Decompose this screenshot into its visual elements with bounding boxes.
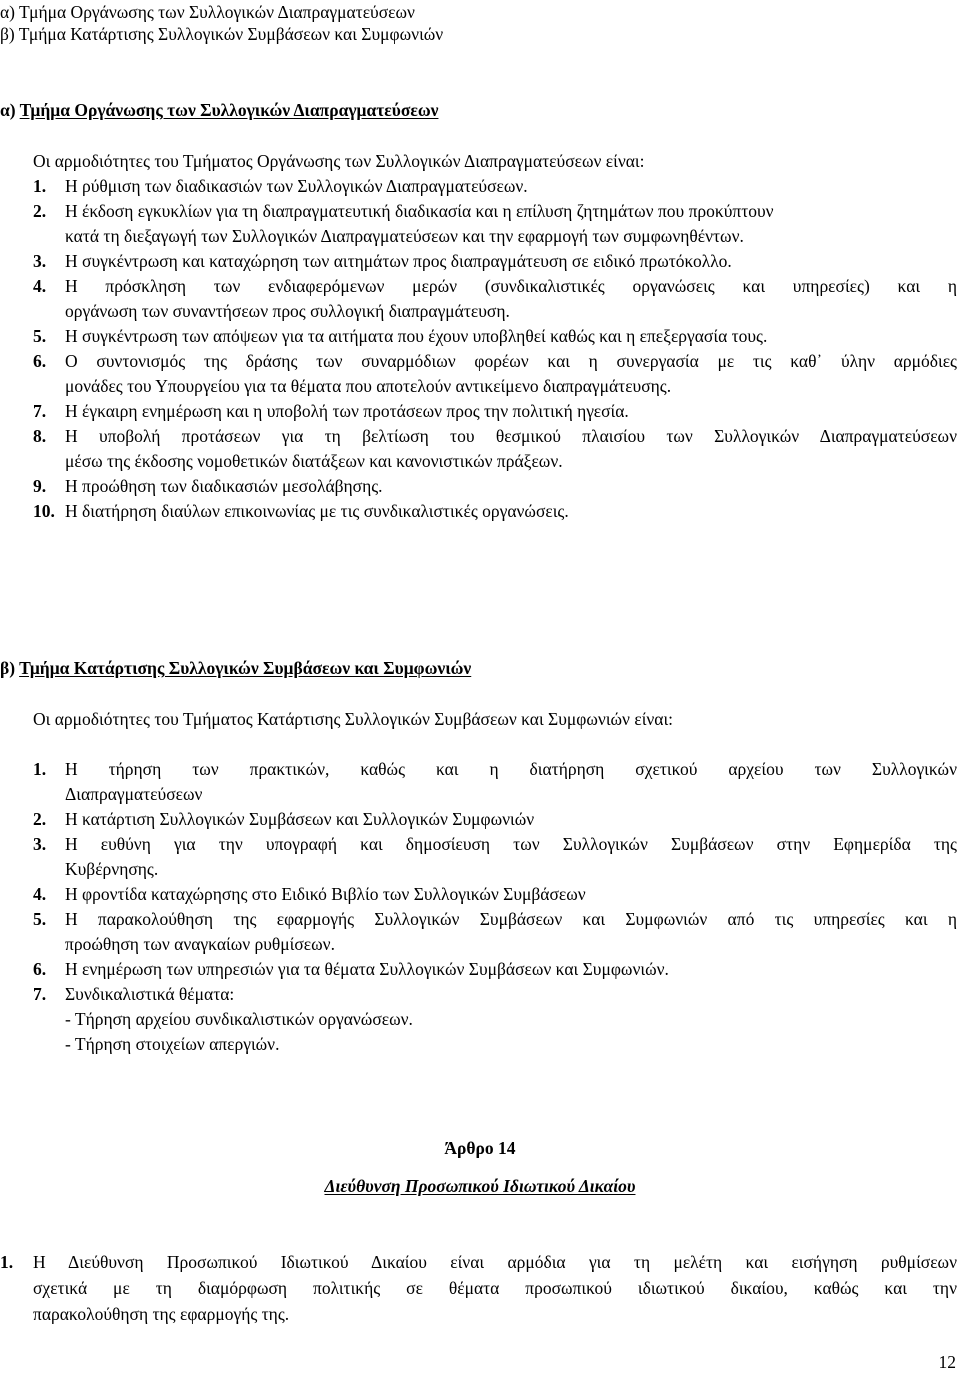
list-item: Η κατάρτιση Συλλογικών Συμβάσεων και Συλλογικών Συμφωνιών [65,809,535,829]
list-item: Η υποβολή προτάσεων για τη βελτίωση του θεσμικού πλαισίου των Συλλογικών Διαπραγματεύσεων [65,426,957,446]
list-item: Η φροντίδα καταχώρησης στο Ειδικό Βιβλίο των Συλλογικών Συμβάσεων [65,884,586,904]
list-item: Η έγκαιρη ενημέρωση και η υποβολή των προτάσεων προς την πολιτική ηγεσία. [65,401,629,421]
list-item-number: 2. [33,201,47,221]
list-item-continuation: Διαπραγματεύσεων [65,784,203,804]
list-item-continuation: κατά τη διεξαγωγή των Συλλογικών Διαπραγματεύσεων και την εφαρμογή των συμφωνηθέντων. [65,226,744,246]
paragraph-line: παρακολούθηση της εφαρμογής της. [33,1304,290,1324]
list-item-number: 5. [33,326,47,346]
list-item-number: 5. [33,909,47,929]
list-item-continuation: μονάδες του Υπουργείου για τα θέματα που αποτελούν αντικείμενο διαπραγμάτευσης. [65,376,672,396]
list-item-number: 4. [33,884,47,904]
list-item: Η ρύθμιση των διαδικασιών των Συλλογικών Διαπραγματεύσεων. [65,176,528,196]
list-item-continuation: Κυβέρνησης. [65,859,159,879]
section-a-title: Τμήμα Οργάνωσης των Συλλογικών Διαπραγματεύσεων [19,100,439,120]
list-item-number: 9. [33,476,47,496]
section-b-intro: Οι αρμοδιότητες του Τμήματος Κατάρτισης Συλλογικών Συμβάσεων και Συμφωνιών είναι: [33,709,674,729]
list-item: Η προώθηση των διαδικασιών μεσολάβησης. [65,476,383,496]
section-a-intro: Οι αρμοδιότητες του Τμήματος Οργάνωσης των Συλλογικών Διαπραγματεύσεων είναι: [33,151,645,171]
intro-item-b: β) Τμήμα Κατάρτισης Συλλογικών Συμβάσεων και Συμφωνιών [0,24,444,44]
section-b-heading [0,656,471,680]
list-item-continuation: οργάνωση των συναντήσεων προς συλλογική διαπραγμάτευση. [65,301,510,321]
list-item-number: 1. [33,759,47,779]
list-item-number: 6. [33,351,47,371]
list-item-number: 6. [33,959,47,979]
list-item-number: 7. [33,401,47,421]
list-item-number: 10. [33,501,55,521]
intro-item-a: α) Τμήμα Οργάνωσης των Συλλογικών Διαπραγματεύσεων [0,2,415,22]
list-item-continuation: προώθηση των αναγκαίων ρυθμίσεων. [65,934,335,954]
list-subitem: - Τήρηση στοιχείων απεργιών. [65,1034,280,1054]
section-b-title: Τμήμα Κατάρτισης Συλλογικών Συμβάσεων και Συμφωνιών [19,658,472,678]
list-item: Η ενημέρωση των υπηρεσιών για τα θέματα Συλλογικών Συμβάσεων και Συμφωνιών. [65,959,669,979]
page-number: 12 [938,1352,956,1372]
list-item: Η παρακολούθηση της εφαρμογής Συλλογικών Συμβάσεων και Συμφωνιών από τις υπηρεσίες και η [65,909,957,929]
list-item: Η έκδοση εγκυκλίων για τη διαπραγματευτική διαδικασία και η επίλυση ζητημάτων που προκύπτουν [65,201,774,221]
list-item-number: 1. [33,176,47,196]
article-heading: Άρθρο 14 [444,1138,516,1158]
list-item-number: 2. [33,809,47,829]
paragraph-line: Η Διεύθυνση Προσωπικού Ιδιωτικού Δικαίου είναι αρμόδια για τη μελέτη και εισήγηση ρυθμίσεων [33,1252,957,1272]
section-b-prefix: β) [0,658,20,678]
article-subheading: Διεύθυνση Προσωπικού Ιδιωτικού Δικαίου [324,1176,636,1196]
list-item-number: 8. [33,426,47,446]
list-item: Η τήρηση των πρακτικών, καθώς και η διατήρηση σχετικού αρχείου των Συλλογικών [65,759,957,779]
list-item-number: 7. [33,984,47,1004]
list-subitem: - Τήρηση αρχείου συνδικαλιστικών οργανώσεων. [65,1009,413,1029]
section-a-heading [0,98,438,122]
paragraph-line: σχετικά με τη διαμόρφωση πολιτικής σε θέματα προσωπικού ιδιωτικού δικαίου, καθώς και την [33,1278,957,1298]
paragraph-number: 1. [0,1252,14,1272]
list-item-number: 4. [33,276,47,296]
list-item: Η ευθύνη για την υπογραφή και δημοσίευση των Συλλογικών Συμβάσεων στην Εφημερίδα της [65,834,957,854]
list-item: Συνδικαλιστικά θέματα: [65,984,235,1004]
list-item-continuation: μέσω της έκδοσης νομοθετικών διατάξεων και κανονιστικών πράξεων. [65,451,563,471]
list-item: Ο συντονισμός της δράσης των συναρμόδιων φορέων και η συνεργασία με τις καθ᾿ ύλην αρμόδιες [65,351,957,371]
list-item-number: 3. [33,251,47,271]
list-item: Η συγκέντρωση των απόψεων για τα αιτήματα που έχουν υποβληθεί καθώς και η επεξεργασία τους. [65,326,768,346]
list-item: Η συγκέντρωση και καταχώρηση των αιτημάτων προς διαπραγμάτευση σε ειδικό πρωτόκολλο. [65,251,732,271]
list-item-number: 3. [33,834,47,854]
list-item: Η πρόσκληση των ενδιαφερόμενων μερών (συνδικαλιστικές οργανώσεις και υπηρεσίες) και η [65,276,957,296]
section-a-prefix: α) [0,100,20,120]
list-item: Η διατήρηση διαύλων επικοινωνίας με τις συνδικαλιστικές οργανώσεις. [65,501,569,521]
